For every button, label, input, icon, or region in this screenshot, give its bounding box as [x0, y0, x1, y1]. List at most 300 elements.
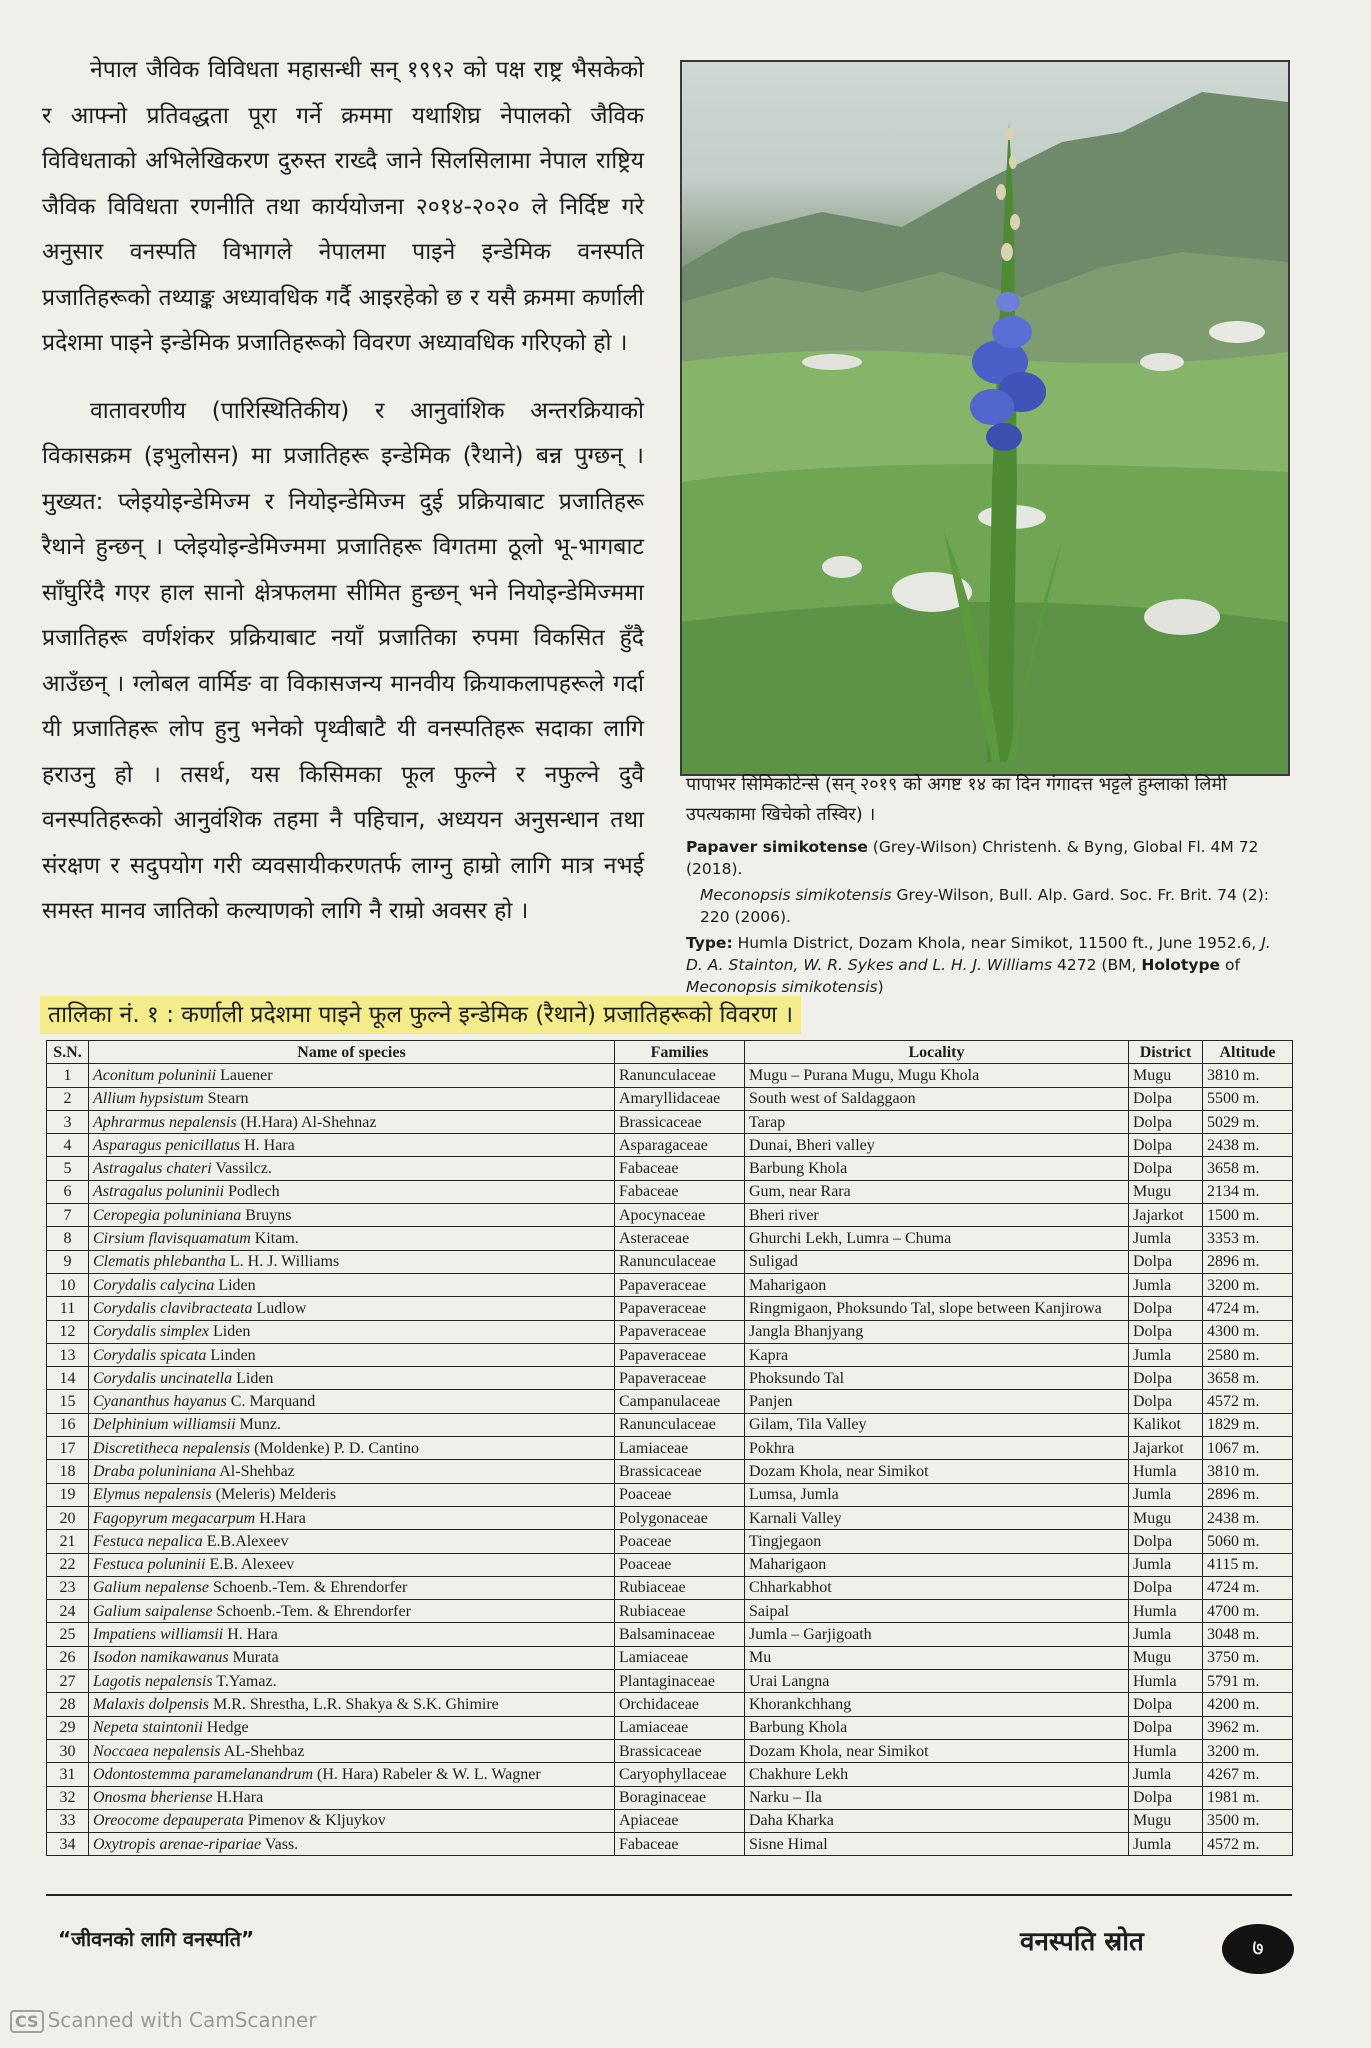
cell-sn: 16: [47, 1413, 89, 1436]
table-row: [47, 1693, 1293, 1716]
species-author: Schoenb.-Tem. & Ehrendorfer: [212, 1602, 411, 1620]
cell-species: [89, 1250, 615, 1273]
cell-altitude: 4572 m.: [1203, 1833, 1293, 1856]
cell-species: [89, 1483, 615, 1506]
cell-district: Jumla: [1129, 1343, 1203, 1366]
cell-locality: Mugu – Purana Mugu, Mugu Khola: [745, 1064, 1129, 1087]
species-genus: Odontostemma paramelanandrum: [93, 1765, 313, 1783]
cell-sn: 31: [47, 1763, 89, 1786]
cell-species: [89, 1227, 615, 1250]
cell-locality: Khorankchhang: [745, 1693, 1129, 1716]
cell-district: Jumla: [1129, 1227, 1203, 1250]
cell-locality: Chharkabhot: [745, 1576, 1129, 1599]
cell-altitude: 3962 m.: [1203, 1716, 1293, 1739]
cell-locality: Saipal: [745, 1600, 1129, 1623]
table-row: [47, 1110, 1293, 1133]
species-author: H.Hara: [212, 1789, 264, 1807]
cell-sn: 11: [47, 1297, 89, 1320]
species-author: Munz.: [235, 1416, 281, 1434]
cell-species: [89, 1786, 615, 1809]
table-row: [47, 1483, 1293, 1506]
cell-family: Orchidaceae: [615, 1693, 745, 1716]
cell-sn: 20: [47, 1506, 89, 1529]
table-row: [47, 1716, 1293, 1739]
cell-district: Jumla: [1129, 1273, 1203, 1296]
cell-locality: Panjen: [745, 1390, 1129, 1413]
cell-altitude: 4300 m.: [1203, 1320, 1293, 1343]
cell-locality: Gum, near Rara: [745, 1180, 1129, 1203]
cell-altitude: 4200 m.: [1203, 1693, 1293, 1716]
species-genus: Fagopyrum megacarpum: [93, 1509, 256, 1527]
species-genus: Aphrarmus nepalensis: [93, 1113, 237, 1131]
cell-district: Dolpa: [1129, 1110, 1203, 1133]
species-author: (Meleris) Melderis: [211, 1486, 337, 1504]
species-genus: Discretitheca nepalensis: [93, 1439, 251, 1457]
cell-district: Dolpa: [1129, 1716, 1203, 1739]
cell-family: Brassicaceae: [615, 1460, 745, 1483]
cell-district: Dolpa: [1129, 1250, 1203, 1273]
species-genus: Impatiens williamsii: [93, 1626, 224, 1644]
caption-synonym-rest: Grey-Wilson, Bull. Alp. Gard. Soc. Fr. Brit. 74 (2): 220 (2006).: [700, 886, 1269, 926]
cell-species: [89, 1600, 615, 1623]
cell-species: [89, 1553, 615, 1576]
cell-district: Mugu: [1129, 1809, 1203, 1832]
cell-family: Brassicaceae: [615, 1110, 745, 1133]
species-author: Pimenov & Kljuykov: [243, 1812, 386, 1830]
cell-district: Humla: [1129, 1670, 1203, 1693]
cell-locality: Tarap: [745, 1110, 1129, 1133]
species-genus: Draba poluniniana: [93, 1462, 217, 1480]
cell-family: Lamiaceae: [615, 1646, 745, 1669]
cell-district: Dolpa: [1129, 1530, 1203, 1553]
cell-locality: Daha Kharka: [745, 1809, 1129, 1832]
cell-locality: Sisne Himal: [745, 1833, 1129, 1856]
cell-altitude: 5791 m.: [1203, 1670, 1293, 1693]
table-row: [47, 1763, 1293, 1786]
species-author: Linden: [206, 1346, 256, 1364]
cell-locality: Chakhure Lekh: [745, 1763, 1129, 1786]
cell-species: [89, 1110, 615, 1133]
cell-sn: 2: [47, 1087, 89, 1110]
species-author: Liden: [232, 1369, 274, 1387]
header-locality: Locality: [745, 1041, 1129, 1064]
table-row: [47, 1180, 1293, 1203]
cell-locality: Bheri river: [745, 1204, 1129, 1227]
cell-family: Poaceae: [615, 1483, 745, 1506]
cell-district: Humla: [1129, 1600, 1203, 1623]
cell-locality: Jangla Bhanjyang: [745, 1320, 1129, 1343]
table-header-row: [47, 1041, 1293, 1064]
cell-district: Jajarkot: [1129, 1204, 1203, 1227]
caption-type-end: ): [877, 978, 884, 996]
caption-type: [686, 932, 1286, 998]
article-paragraph-1: नेपाल जैविक विविधता महासन्धी सन् १९९२ को पक्ष राष्ट्र भैसकेको र आफ्नो प्रतिवद्धता पूरा गर्ने क्रममा यथाशिघ्र नेपालको जैविक विविधताको अभिलेखिकरण दुरुस्त राख्दै जाने सिलसिलामा नेपाल राष्ट्रिय जैविक विविधता रणनीति तथा कार्ययोजना २०१४-२०२० ले निर्दिष्ट गरे अनुसार वनस्पति विभागले नेपालमा पाइने इन्डेमिक वनस्पति प्रजातिहरूको तथ्याङ्क अध्यावधिक गर्दै आइरहेको छ र यसै क्रममा कर्णाली प्रदेशमा पाइने इन्डेमिक प्रजातिहरूको विवरण अध्यावधिक गरिएको हो ।: [42, 57, 644, 356]
cell-sn: 17: [47, 1437, 89, 1460]
cell-species: [89, 1320, 615, 1343]
cell-locality: Dunai, Bheri valley: [745, 1134, 1129, 1157]
species-author: C. Marquand: [226, 1393, 316, 1411]
cell-sn: 14: [47, 1367, 89, 1390]
table-row: [47, 1646, 1293, 1669]
cell-sn: 15: [47, 1390, 89, 1413]
cell-district: Kalikot: [1129, 1413, 1203, 1436]
cell-sn: 8: [47, 1227, 89, 1250]
species-genus: Corydalis uncinatella: [93, 1369, 233, 1387]
caption-type-collectors: J. D. A. Stainton, W. R. Sykes and L. H. J. Williams: [686, 934, 1271, 974]
cell-altitude: 3810 m.: [1203, 1460, 1293, 1483]
cell-locality: Maharigaon: [745, 1273, 1129, 1296]
cell-locality: Lumsa, Jumla: [745, 1483, 1129, 1506]
species-author: H.Hara: [255, 1509, 306, 1527]
cell-altitude: 1981 m.: [1203, 1786, 1293, 1809]
article-paragraph-2: वातावरणीय (पारिस्थितिकीय) र आनुवांशिक अन्तरक्रियाको विकासक्रम (इभुलोसन) मा प्रजातिहरू इन्डेमिक (रैथाने) बन्न पुग्छन् । मुख्यत: प्लेइयोइन्डेमिज्म र नियोइन्डेमिज्म दुई प्रक्रियाबाट प्रजातिहरू रैथाने हुन्छन् । प्लेइयोइन्डेमिज्ममा प्रजातिहरू विगतमा ठूलो भू-भागबाट साँघुरिंदै गएर हाल सानो क्षेत्रफलमा सीमित हुन्छन् भने नियोइन्डेमिज्ममा प्रजातिहरू वर्णशंकर प्रक्रियाबाट नयाँ प्रजातिका रुपमा विकसित हुँदै आउँछन् । ग्लोबल वार्मिङ वा विकासजन्य मानवीय क्रियाकलापहरूले गर्दा यी प्रजातिहरू लोप हुनु भनेको पृथ्वीबाटै यी वनस्पतिहरू सदाका लागि हराउनु हो । तसर्थ, यस किसिमका फूल फुल्ने र नफुल्ने दुवै वनस्पतिहरूको आनुवंशिक तहमा नै पहिचान, अध्ययन अनुसन्धान तथा संरक्षण र सदुपयोग गरी व्यवसायीकरणतर्फ लाग्नु हाम्रो लागि मात्र नभई समस्त मानव जातिको कल्याणको लागि नै राम्रो अवसर हो ।: [42, 397, 644, 924]
cell-sn: 21: [47, 1530, 89, 1553]
species-author: L. H. J. Williams: [225, 1253, 340, 1271]
cell-species: [89, 1180, 615, 1203]
table-row: [47, 1413, 1293, 1436]
table-title: तालिका नं. १ : कर्णाली प्रदेशमा पाइने फूल फुल्ने इन्डेमिक (रैथाने) प्रजातिहरूको विवरण ।: [40, 996, 801, 1034]
cell-district: Mugu: [1129, 1646, 1203, 1669]
cell-locality: Barbung Khola: [745, 1716, 1129, 1739]
table-row: [47, 1367, 1293, 1390]
cell-sn: 25: [47, 1623, 89, 1646]
caption-name-bold: Papaver simikotense: [686, 838, 868, 856]
cell-locality: South west of Saldaggaon: [745, 1087, 1129, 1110]
cell-sn: 18: [47, 1460, 89, 1483]
cell-sn: 1: [47, 1064, 89, 1087]
cell-sn: 24: [47, 1600, 89, 1623]
cell-family: Plantaginaceae: [615, 1670, 745, 1693]
cell-district: Dolpa: [1129, 1367, 1203, 1390]
cell-altitude: 3048 m.: [1203, 1623, 1293, 1646]
cell-family: Fabaceae: [615, 1157, 745, 1180]
cell-sn: 23: [47, 1576, 89, 1599]
cell-family: Fabaceae: [615, 1180, 745, 1203]
species-author: E.B. Alexeev: [205, 1556, 295, 1574]
header-altitude: Altitude: [1203, 1041, 1293, 1064]
cell-species: [89, 1693, 615, 1716]
cell-family: Fabaceae: [615, 1833, 745, 1856]
cell-sn: 13: [47, 1343, 89, 1366]
table-row: [47, 1134, 1293, 1157]
species-genus: Oreocome depauperata: [93, 1812, 244, 1830]
cell-species: [89, 1506, 615, 1529]
cell-altitude: 3810 m.: [1203, 1064, 1293, 1087]
species-author: (H.Hara) Al-Shehnaz: [236, 1113, 377, 1131]
cell-district: Dolpa: [1129, 1693, 1203, 1716]
species-genus: Galium saipalense: [93, 1602, 213, 1620]
cell-locality: Kapra: [745, 1343, 1129, 1366]
cell-family: Amaryllidaceae: [615, 1087, 745, 1110]
cell-district: Dolpa: [1129, 1087, 1203, 1110]
cell-altitude: 5500 m.: [1203, 1087, 1293, 1110]
species-genus: Corydalis simplex: [93, 1323, 209, 1341]
papaver-photo-illustration: [682, 62, 1288, 774]
footer-magazine-name: वनस्पति स्रोत: [1020, 1927, 1144, 1957]
cell-district: Dolpa: [1129, 1297, 1203, 1320]
species-genus: Elymus nepalensis: [93, 1486, 212, 1504]
species-genus: Nepeta staintonii: [93, 1719, 203, 1737]
table-row: [47, 1833, 1293, 1856]
table-row: [47, 1809, 1293, 1832]
cell-sn: 29: [47, 1716, 89, 1739]
cell-sn: 6: [47, 1180, 89, 1203]
species-author: Liden: [214, 1276, 256, 1294]
caption-nepali: पापाभर सिमिकोटेन्से (सन् २०१९ को अगष्ट १४ का दिन गंगादत्त भट्टले हुम्लाको लिमी उपत्यकामा खिचेको तस्विर) ।: [686, 774, 1227, 825]
article-text: [42, 48, 644, 957]
cell-family: Lamiaceae: [615, 1437, 745, 1460]
species-author: H. Hara: [240, 1136, 295, 1154]
cell-locality: Jumla – Garjigoath: [745, 1623, 1129, 1646]
table-row: [47, 1390, 1293, 1413]
cell-species: [89, 1716, 615, 1739]
cell-altitude: 4572 m.: [1203, 1390, 1293, 1413]
species-author: Liden: [209, 1323, 251, 1341]
cell-family: Papaveraceae: [615, 1297, 745, 1320]
species-genus: Asparagus penicillatus: [93, 1136, 241, 1154]
cell-sn: 19: [47, 1483, 89, 1506]
species-genus: Corydalis calycina: [93, 1276, 215, 1294]
cell-locality: Suligad: [745, 1250, 1129, 1273]
caption-holotype: Holotype: [1141, 956, 1221, 974]
species-genus: Allium hypsistum: [93, 1090, 204, 1108]
cell-family: Ranunculaceae: [615, 1064, 745, 1087]
species-genus: Cyananthus hayanus: [93, 1393, 227, 1411]
species-author: M.R. Shrestha, L.R. Shakya & S.K. Ghimire: [209, 1695, 499, 1713]
table-row: [47, 1437, 1293, 1460]
caption-type-of: of: [1220, 956, 1240, 974]
cell-family: Asteraceae: [615, 1227, 745, 1250]
cell-sn: 34: [47, 1833, 89, 1856]
species-genus: Astragalus chateri: [93, 1160, 212, 1178]
photo-caption: [686, 770, 1286, 1002]
species-genus: Astragalus poluninii: [93, 1183, 225, 1201]
cell-district: Jumla: [1129, 1763, 1203, 1786]
cell-altitude: 3200 m.: [1203, 1273, 1293, 1296]
cell-district: Jajarkot: [1129, 1437, 1203, 1460]
species-author: Murata: [228, 1649, 279, 1667]
cell-altitude: 2438 m.: [1203, 1134, 1293, 1157]
table-row: [47, 1553, 1293, 1576]
cell-locality: Maharigaon: [745, 1553, 1129, 1576]
cell-altitude: 4724 m.: [1203, 1297, 1293, 1320]
table-row: [47, 1576, 1293, 1599]
cell-family: Caryophyllaceae: [615, 1763, 745, 1786]
table-row: [47, 1157, 1293, 1180]
cell-district: Jumla: [1129, 1553, 1203, 1576]
species-author: Lauener: [216, 1066, 273, 1084]
cell-district: Humla: [1129, 1739, 1203, 1762]
footer-divider: [46, 1894, 1292, 1896]
cell-sn: 30: [47, 1739, 89, 1762]
species-genus: Onosma bheriense: [93, 1789, 213, 1807]
cell-district: Mugu: [1129, 1064, 1203, 1087]
species-genus: Noccaea nepalensis: [93, 1742, 221, 1760]
cell-district: Jumla: [1129, 1623, 1203, 1646]
scanner-text: Scanned with CamScanner: [47, 2008, 317, 2032]
cell-family: Ranunculaceae: [615, 1413, 745, 1436]
cell-sn: 28: [47, 1693, 89, 1716]
table-row: [47, 1087, 1293, 1110]
table-row: [47, 1460, 1293, 1483]
table-row: [47, 1739, 1293, 1762]
cell-locality: Urai Langna: [745, 1670, 1129, 1693]
table-row: [47, 1600, 1293, 1623]
caption-type-text: Humla District, Dozam Khola, near Simikot, 11500 ft., June 1952.6,: [732, 934, 1262, 952]
cell-altitude: 4115 m.: [1203, 1553, 1293, 1576]
header-name: Name of species: [89, 1041, 615, 1064]
table-row: [47, 1343, 1293, 1366]
cell-species: [89, 1134, 615, 1157]
species-genus: Galium nepalense: [93, 1579, 209, 1597]
species-author: (H. Hara) Rabeler & W. L. Wagner: [313, 1765, 541, 1783]
cell-altitude: 4267 m.: [1203, 1763, 1293, 1786]
cell-altitude: 2896 m.: [1203, 1250, 1293, 1273]
cell-family: Papaveraceae: [615, 1273, 745, 1296]
cell-altitude: 4724 m.: [1203, 1576, 1293, 1599]
cell-family: Rubiaceae: [615, 1600, 745, 1623]
cell-sn: 7: [47, 1204, 89, 1227]
cell-species: [89, 1273, 615, 1296]
species-genus: Lagotis nepalensis: [93, 1672, 213, 1690]
cell-species: [89, 1833, 615, 1856]
table-row: [47, 1623, 1293, 1646]
cell-altitude: 3200 m.: [1203, 1739, 1293, 1762]
table-body: [47, 1064, 1293, 1856]
caption-name-rest: (Grey-Wilson) Christenh. & Byng, Global Fl. 4M 72 (2018).: [686, 838, 1259, 878]
cell-locality: Ghurchi Lekh, Lumra – Chuma: [745, 1227, 1129, 1250]
cell-altitude: 3353 m.: [1203, 1227, 1293, 1250]
cell-species: [89, 1576, 615, 1599]
table-row: [47, 1506, 1293, 1529]
table-row: [47, 1250, 1293, 1273]
cell-species: [89, 1763, 615, 1786]
cell-district: Dolpa: [1129, 1786, 1203, 1809]
caption-type-text2: 4272 (BM,: [1052, 956, 1142, 974]
species-author: H. Hara: [223, 1626, 278, 1644]
cell-district: Mugu: [1129, 1506, 1203, 1529]
cell-altitude: 5029 m.: [1203, 1110, 1293, 1133]
species-genus: Ceropegia poluniniana: [93, 1206, 242, 1224]
cell-species: [89, 1064, 615, 1087]
cell-sn: 5: [47, 1157, 89, 1180]
species-author: AL-Shehbaz: [220, 1742, 305, 1760]
species-genus: Malaxis dolpensis: [93, 1695, 209, 1713]
cell-sn: 27: [47, 1670, 89, 1693]
cell-species: [89, 1413, 615, 1436]
cell-family: Apiaceae: [615, 1809, 745, 1832]
table-row: [47, 1064, 1293, 1087]
cell-species: [89, 1390, 615, 1413]
cell-species: [89, 1157, 615, 1180]
cell-district: Dolpa: [1129, 1134, 1203, 1157]
cell-species: [89, 1809, 615, 1832]
caption-synonym: [686, 884, 1286, 928]
cell-family: Lamiaceae: [615, 1716, 745, 1739]
species-genus: Corydalis spicata: [93, 1346, 207, 1364]
cell-species: [89, 1087, 615, 1110]
footer-slogan: “जीवनको लागि वनस्पति”: [58, 1927, 255, 1951]
species-genus: Clematis phlebantha: [93, 1253, 226, 1271]
header-sn: S.N.: [47, 1041, 89, 1064]
cell-locality: Gilam, Tila Valley: [745, 1413, 1129, 1436]
species-author: Ludlow: [252, 1299, 307, 1317]
flower-photo: [680, 60, 1290, 776]
species-genus: Festuca poluninii: [93, 1556, 206, 1574]
species-author: Al-Shehbaz: [216, 1462, 295, 1480]
cell-altitude: 5060 m.: [1203, 1530, 1293, 1553]
camscanner-logo: CS: [10, 2010, 44, 2033]
cell-family: Papaveraceae: [615, 1343, 745, 1366]
cell-district: Jumla: [1129, 1483, 1203, 1506]
cell-species: [89, 1460, 615, 1483]
species-author: Vass.: [261, 1835, 299, 1853]
cell-altitude: 1067 m.: [1203, 1437, 1293, 1460]
cell-family: Poaceae: [615, 1553, 745, 1576]
cell-species: [89, 1670, 615, 1693]
header-family: Families: [615, 1041, 745, 1064]
cell-locality: Mu: [745, 1646, 1129, 1669]
species-genus: Delphinium williamsii: [93, 1416, 236, 1434]
cell-altitude: 2896 m.: [1203, 1483, 1293, 1506]
cell-sn: 12: [47, 1320, 89, 1343]
cell-sn: 22: [47, 1553, 89, 1576]
header-district: District: [1129, 1041, 1203, 1064]
cell-family: Apocynaceae: [615, 1204, 745, 1227]
species-genus: Isodon namikawanus: [93, 1649, 229, 1667]
cell-family: Ranunculaceae: [615, 1250, 745, 1273]
cell-district: Dolpa: [1129, 1320, 1203, 1343]
cell-altitude: 4700 m.: [1203, 1600, 1293, 1623]
cell-district: Humla: [1129, 1460, 1203, 1483]
cell-species: [89, 1367, 615, 1390]
cell-district: Dolpa: [1129, 1576, 1203, 1599]
cell-species: [89, 1623, 615, 1646]
species-genus: Festuca nepalica: [93, 1532, 203, 1550]
caption-synonym-italic: Meconopsis simikotensis: [700, 886, 892, 904]
table-row: [47, 1670, 1293, 1693]
species-genus: Corydalis clavibracteata: [93, 1299, 253, 1317]
cell-locality: Dozam Khola, near Simikot: [745, 1460, 1129, 1483]
cell-sn: 32: [47, 1786, 89, 1809]
cell-sn: 9: [47, 1250, 89, 1273]
cell-altitude: 2580 m.: [1203, 1343, 1293, 1366]
cell-altitude: 3658 m.: [1203, 1157, 1293, 1180]
cell-sn: 10: [47, 1273, 89, 1296]
cell-family: Brassicaceae: [615, 1739, 745, 1762]
cell-family: Polygonaceae: [615, 1506, 745, 1529]
cell-family: Papaveraceae: [615, 1320, 745, 1343]
species-author: Bruyns: [241, 1206, 292, 1224]
species-genus: Oxytropis arenae-ripariae: [93, 1835, 262, 1853]
cell-locality: Tingjegaon: [745, 1530, 1129, 1553]
cell-family: Balsaminaceae: [615, 1623, 745, 1646]
species-author: Vassilcz.: [211, 1160, 272, 1178]
cell-altitude: 3658 m.: [1203, 1367, 1293, 1390]
cell-altitude: 3500 m.: [1203, 1809, 1293, 1832]
table-row: [47, 1273, 1293, 1296]
cell-altitude: 1829 m.: [1203, 1413, 1293, 1436]
cell-locality: Barbung Khola: [745, 1157, 1129, 1180]
cell-family: Campanulaceae: [615, 1390, 745, 1413]
species-author: E.B.Alexeev: [202, 1532, 289, 1550]
cell-species: [89, 1297, 615, 1320]
cell-species: [89, 1437, 615, 1460]
cell-species: [89, 1739, 615, 1762]
species-genus: Aconitum poluninii: [93, 1066, 217, 1084]
species-author: Kitam.: [250, 1230, 299, 1248]
endemic-species-table: [46, 1040, 1293, 1856]
